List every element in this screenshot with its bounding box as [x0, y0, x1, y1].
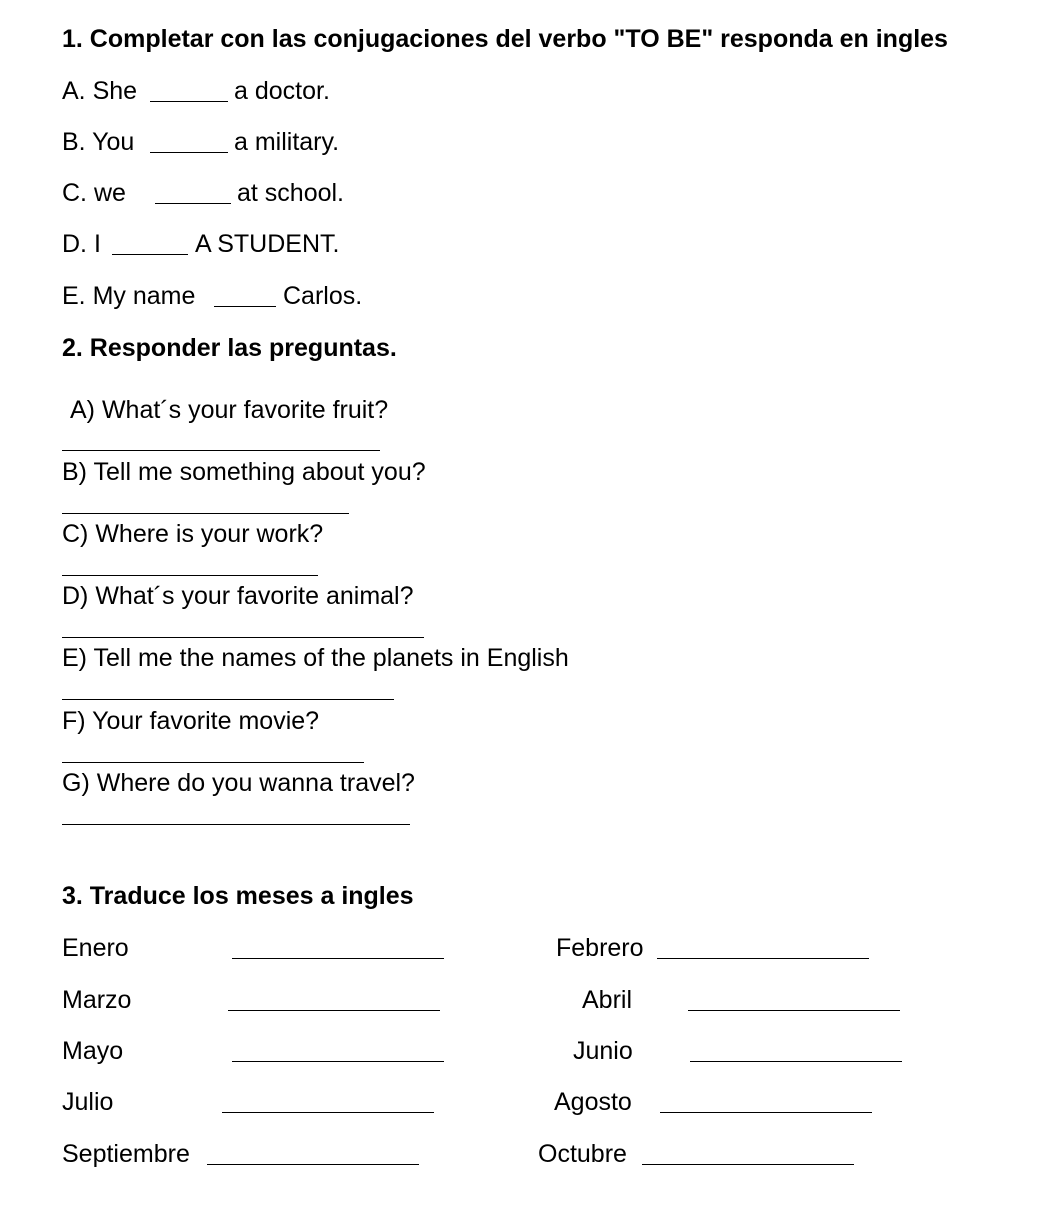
section-2-heading: 2. Responder las preguntas. [62, 334, 397, 362]
item-e-blank[interactable] [214, 306, 276, 307]
month-octubre: Octubre [538, 1140, 627, 1168]
month-octubre-blank[interactable] [642, 1164, 854, 1165]
answer-g-blank[interactable] [62, 824, 410, 825]
question-b: B) Tell me something about you? [62, 458, 426, 486]
answer-a-blank[interactable] [62, 450, 380, 451]
question-a: A) What´s your favorite fruit? [70, 396, 389, 424]
month-abril: Abril [582, 986, 633, 1014]
item-a-prefix: A. She [62, 77, 138, 105]
month-agosto-blank[interactable] [660, 1112, 872, 1113]
item-c-blank[interactable] [155, 203, 231, 204]
item-d-blank[interactable] [112, 254, 188, 255]
month-septiembre-blank[interactable] [207, 1164, 419, 1165]
item-a-suffix: a doctor. [234, 77, 330, 105]
month-marzo: Marzo [62, 986, 132, 1014]
item-b-suffix: a military. [234, 128, 340, 156]
month-abril-blank[interactable] [688, 1010, 900, 1011]
month-junio-blank[interactable] [690, 1061, 902, 1062]
month-febrero: Febrero [556, 934, 644, 962]
month-julio-blank[interactable] [222, 1112, 434, 1113]
month-mayo: Mayo [62, 1037, 124, 1065]
month-enero-blank[interactable] [232, 958, 444, 959]
month-enero: Enero [62, 934, 129, 962]
month-septiembre: Septiembre [62, 1140, 190, 1168]
month-febrero-blank[interactable] [657, 958, 869, 959]
item-e-prefix: E. My name [62, 282, 196, 310]
section-1-heading: 1. Completar con las conjugaciones del verbo "TO BE" responda en ingles [62, 25, 948, 53]
answer-b-blank[interactable] [62, 513, 349, 514]
month-junio: Junio [573, 1037, 633, 1065]
section-3-heading: 3. Traduce los meses a ingles [62, 882, 414, 910]
item-e-suffix: Carlos. [283, 282, 363, 310]
answer-f-blank[interactable] [62, 762, 364, 763]
question-d: D) What´s your favorite animal? [62, 582, 414, 610]
question-c: C) Where is your work? [62, 520, 324, 548]
question-g: G) Where do you wanna travel? [62, 769, 415, 797]
item-d-suffix: A STUDENT. [195, 230, 340, 258]
question-e: E) Tell me the names of the planets in English [62, 644, 569, 672]
item-a-blank[interactable] [150, 101, 228, 102]
item-d-prefix: D. I [62, 230, 101, 258]
item-b-blank[interactable] [150, 152, 228, 153]
month-marzo-blank[interactable] [228, 1010, 440, 1011]
answer-d-blank[interactable] [62, 637, 424, 638]
question-f: F) Your favorite movie? [62, 707, 320, 735]
item-c-suffix: at school. [237, 179, 345, 207]
answer-e-blank[interactable] [62, 699, 394, 700]
month-mayo-blank[interactable] [232, 1061, 444, 1062]
answer-c-blank[interactable] [62, 575, 318, 576]
month-agosto: Agosto [554, 1088, 632, 1116]
item-c-prefix: C. we [62, 179, 126, 207]
item-b-prefix: B. You [62, 128, 135, 156]
month-julio: Julio [62, 1088, 114, 1116]
